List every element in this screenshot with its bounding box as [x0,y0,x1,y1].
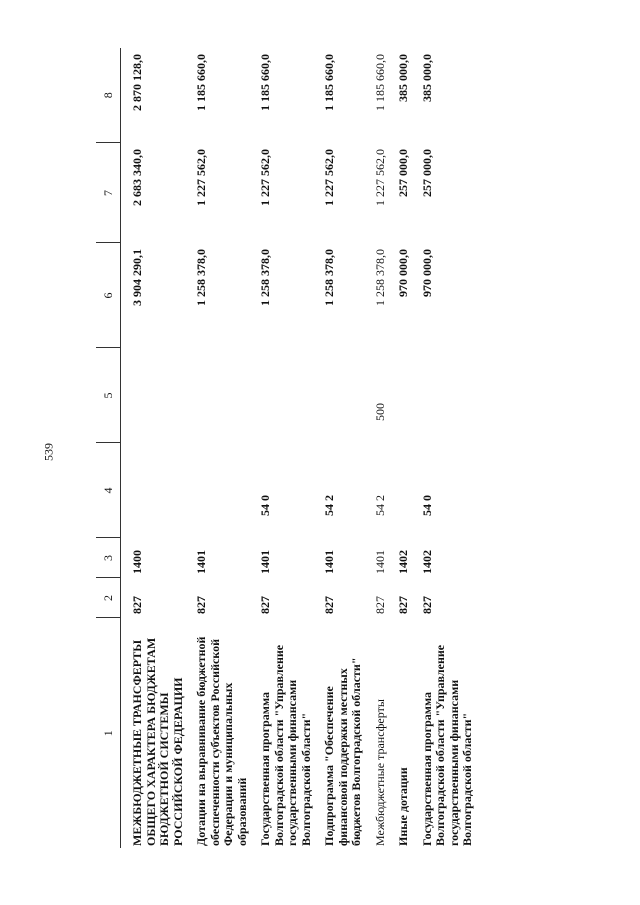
cell-c6: 1 258 378,0 [194,249,208,306]
header-cell: 6 [96,243,121,348]
row-name: Межбюджетные трансферты [372,699,387,846]
cell-c2: 827 [258,596,272,614]
table-row [313,48,364,848]
header-row [96,48,121,848]
cell-c3: 1402 [396,550,410,574]
cell-c7: 257 000,0 [419,149,434,197]
cell-c6: 3 904 290,1 [130,249,144,306]
cell-c2: 827 [396,596,410,614]
cell-c2: 827 [194,596,208,614]
cell-c4 [185,443,249,538]
cell-c7: 1 227 562,0 [194,149,208,206]
header-cell: 1 [96,618,121,848]
cell-c3: 1400 [130,550,144,574]
header-cell: 3 [96,538,121,578]
row-name: Государственная программа Волгоградской области "Управление государственными финансами Волгоградской области" [419,644,474,846]
cell-c5 [411,348,475,443]
cell-c3: 1401 [258,550,272,574]
page-number: 539 [41,443,56,461]
cell-c2: 827 [372,596,387,614]
row-name: Иные дотации [396,767,410,846]
cell-c4: 54 2 [372,495,387,516]
cell-c4 [121,443,186,538]
cell-c5 [313,348,364,443]
cell-c8: 385 000,0 [396,54,410,102]
cell-c8: 1 185 660,0 [258,54,272,111]
table-row [411,48,475,848]
table-row [364,48,388,848]
cell-c8: 1 185 660,0 [194,54,208,111]
cell-c6: 970 000,0 [396,249,410,297]
cell-c8: 1 185 660,0 [372,54,387,111]
row-name: Государственная программа Волгоградской области "Управление государственными финансами Волгоградской области" [258,644,313,846]
table-row [387,48,411,848]
cell-c2: 827 [322,596,336,614]
row-name: Дотации на выравнивание бюджетной обеспеченности субъектов Российской Федерации и муниципальных образований [194,636,249,846]
rotated-table-container [96,48,640,848]
table-row [185,48,249,848]
cell-c4: 54 0 [419,495,434,516]
cell-c6: 1 258 378,0 [322,249,336,306]
cell-c3: 1401 [372,550,387,574]
cell-c7: 1 227 562,0 [258,149,272,206]
cell-c7: 2 683 340,0 [130,149,144,206]
cell-c2: 827 [130,596,144,614]
header-cell: 4 [96,443,121,538]
cell-c3: 1402 [419,550,434,574]
cell-c2: 827 [419,596,434,614]
table-row [121,48,186,848]
row-name: МЕЖБЮДЖЕТНЫЕ ТРАНСФЕРТЫ ОБЩЕГО ХАРАКТЕРА БЮДЖЕТАМ БЮДЖЕТНОЙ СИСТЕМЫ РОССИЙСКОЙ ФЕДЕРАЦИИ [130,637,185,846]
cell-c3: 1401 [194,550,208,574]
cell-c8: 1 185 660,0 [322,54,336,111]
cell-c5 [185,348,249,443]
cell-c6: 1 258 378,0 [372,249,387,306]
cell-c4: 54 2 [322,495,336,516]
budget-table [96,48,475,848]
cell-c7: 1 227 562,0 [372,149,387,206]
header-cell: 2 [96,578,121,618]
cell-c5 [387,348,411,443]
header-cell: 5 [96,348,121,443]
header-cell: 7 [96,143,121,243]
cell-c7: 257 000,0 [396,149,410,197]
cell-c6: 1 258 378,0 [258,249,272,306]
cell-c4 [387,443,411,538]
table-row [249,48,313,848]
row-name: Подпрограмма "Обеспечение финансовой поддержки местных бюджетов Волгоградской области" [322,657,363,846]
cell-c8: 385 000,0 [419,54,434,102]
header-cell: 8 [96,48,121,143]
cell-c5: 500 [372,403,387,421]
cell-c7: 1 227 562,0 [322,149,336,206]
cell-c3: 1401 [322,550,336,574]
cell-c4: 54 0 [258,495,272,516]
cell-c5 [121,348,186,443]
cell-c5 [249,348,313,443]
cell-c6: 970 000,0 [419,249,434,297]
cell-c8: 2 870 128,0 [130,54,144,111]
